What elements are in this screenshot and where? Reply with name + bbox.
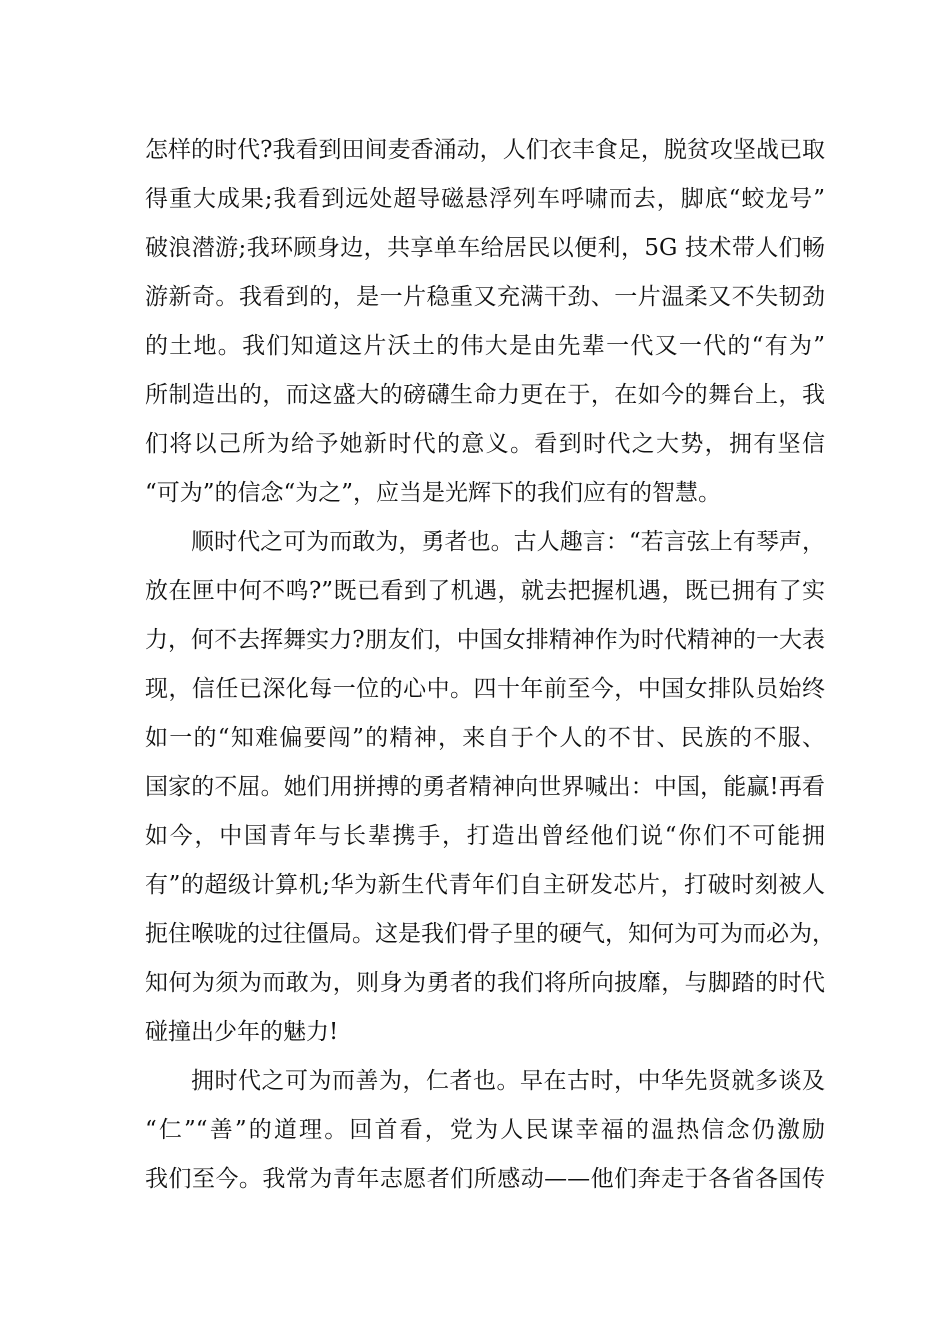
text-line: 扼住喉咙的过往僵局。这是我们骨子里的硬气，知何为可为而必为， [145, 921, 835, 947]
text-line: 有”的超级计算机;华为新生代青年们自主研发芯片，打破时刻被人 [145, 872, 825, 898]
text-line: 放在匣中何不鸣?”既已看到了机遇，就去把握机遇，既已拥有了实 [145, 578, 825, 604]
text-line: 得重大成果;我看到远处超导磁悬浮列车呼啸而去，脚底“蛟龙号” [145, 186, 825, 212]
text-line: 拥时代之可为而善为，仁者也。早在古时，中华先贤就多谈及 [191, 1068, 825, 1094]
text-line: 知何为须为而敢为，则身为勇者的我们将所向披靡，与脚踏的时代 [145, 970, 825, 996]
text-line: 们将以己所为给予她新时代的意义。看到时代之大势，拥有坚信 [145, 431, 825, 457]
text-line: 如一的“知难偏要闯”的精神，来自于个人的不甘、民族的不服、 [145, 725, 825, 751]
paragraph-1 [145, 126, 825, 518]
text-line: 力，何不去挥舞实力?朋友们，中国女排精神作为时代精神的一大表 [145, 627, 825, 653]
text-line: 游新奇。我看到的，是一片稳重又充满干劲、一片温柔又不失韧劲 [145, 284, 825, 310]
text-line: 如今，中国青年与长辈携手，打造出曾经他们说“你们不可能拥 [145, 823, 825, 849]
paragraph-2 [145, 518, 835, 1057]
text-line: 所制造出的，而这盛大的磅礴生命力更在于，在如今的舞台上，我 [145, 382, 825, 408]
text-line: 我们至今。我常为青年志愿者们所感动——他们奔走于各省各国传 [145, 1166, 825, 1192]
text-line: 怎样的时代?我看到田间麦香涌动，人们衣丰食足，脱贫攻坚战已取 [145, 137, 825, 163]
text-line: “可为”的信念“为之”，应当是光辉下的我们应有的智慧。 [145, 480, 722, 506]
text-line: 破浪潜游;我环顾身边，共享单车给居民以便利，5G 技术带人们畅 [145, 235, 825, 261]
essay-text-body [145, 126, 835, 1204]
text-line: 现，信任已深化每一位的心中。四十年前至今，中国女排队员始终 [145, 676, 825, 702]
text-line: “仁”“善”的道理。回首看，党为人民谋幸福的温热信念仍激励 [145, 1117, 825, 1143]
text-line: 国家的不屈。她们用拼搏的勇者精神向世界喊出：中国，能赢!再看 [145, 774, 825, 800]
paragraph-3 [145, 1057, 825, 1204]
text-line: 的土地。我们知道这片沃土的伟大是由先辈一代又一代的“有为” [145, 333, 825, 359]
text-line: 顺时代之可为而敢为，勇者也。古人趣言：“若言弦上有琴声， [191, 529, 825, 555]
text-line: 碰撞出少年的魅力! [145, 1019, 339, 1045]
